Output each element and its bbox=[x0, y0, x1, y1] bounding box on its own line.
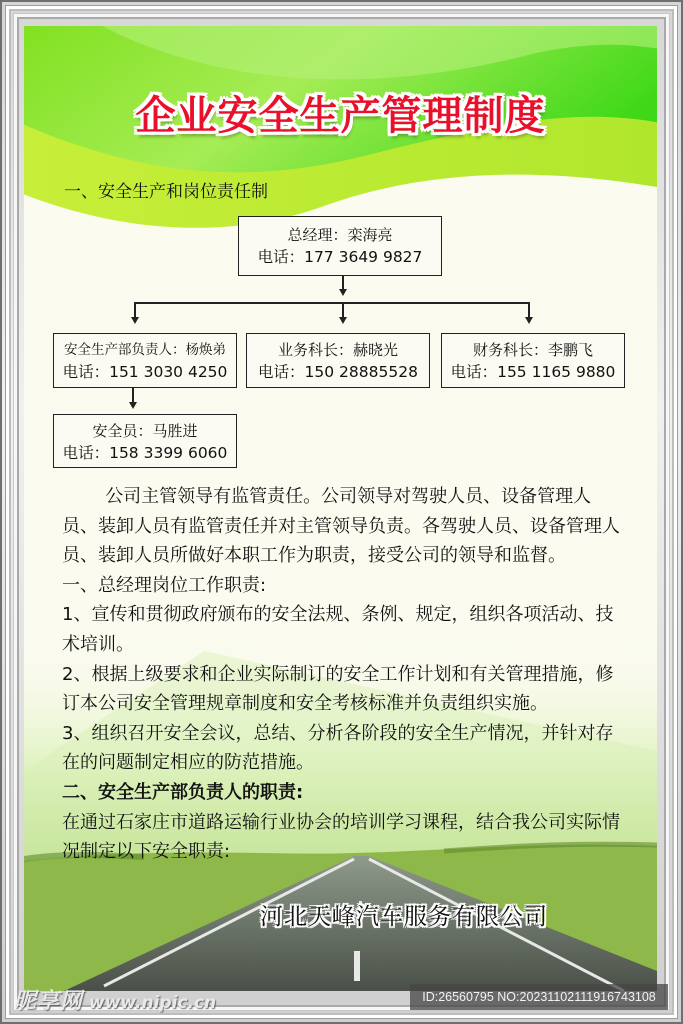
gm-name: 总经理：栾海亮 bbox=[287, 226, 393, 244]
connector-line bbox=[528, 302, 530, 318]
org-box-finance-chief bbox=[441, 333, 625, 388]
safety-head-duties-text: 在通过石家庄市道路运输行业协会的培训学习课程，结合我公司实际情况制定以下安全职责: bbox=[62, 811, 620, 863]
org-box-safety-officer bbox=[53, 414, 237, 468]
business-chief-phone: 电话：150 28885528 bbox=[258, 363, 418, 381]
arrow-down-icon bbox=[129, 402, 137, 409]
gm-duty-item: 1、宣传和贯彻政府颁布的安全法规、条例、规定，组织各项活动、技术培训。 bbox=[62, 604, 614, 655]
poster-panel bbox=[24, 26, 657, 991]
safety-officer-phone: 电话：158 3399 6060 bbox=[62, 444, 228, 462]
org-box-safety-dept-head bbox=[53, 333, 237, 388]
business-chief-name: 业务科长：赫晓光 bbox=[277, 341, 398, 359]
watermark-url: www.nipic.cn bbox=[89, 993, 217, 1013]
safety-head-phone: 电话：151 3030 4250 bbox=[62, 363, 228, 381]
org-box-general-manager bbox=[238, 216, 442, 276]
finance-chief-phone: 电话：155 1165 9880 bbox=[450, 363, 616, 381]
connector-line bbox=[134, 302, 530, 304]
gm-duty-item: 3、组织召开安全会议，总结、分析各阶段的安全生产情况，并针对存在的问题制定相应的防范措施。 bbox=[62, 722, 614, 774]
company-name: 河北天峰汽车服务有限公司 bbox=[260, 904, 548, 930]
arrow-down-icon bbox=[339, 289, 347, 296]
watermark-id: ID:26560795 NO:20231102111916743108 bbox=[410, 984, 668, 1010]
body-text bbox=[62, 482, 622, 867]
safety-officer-name: 安全员：马胜进 bbox=[92, 422, 198, 440]
org-box-business-chief bbox=[246, 333, 430, 388]
gm-phone: 电话：177 3649 9827 bbox=[257, 248, 423, 266]
arrow-down-icon bbox=[131, 317, 139, 324]
safety-head-name: 安全生产部负责人：杨焕弟 bbox=[64, 342, 226, 358]
gm-duty-item: 2、根据上级要求和企业实际制订的安全工作计划和有关管理措施，修订本公司安全管理规章制度和安全考核标准并负责组织实施。 bbox=[62, 663, 614, 715]
arrow-down-icon bbox=[339, 317, 347, 324]
watermark-logo-text: 昵享网 bbox=[14, 989, 84, 1014]
section-heading-responsibility: 一、安全生产和岗位责任制 bbox=[64, 182, 268, 202]
arrow-down-icon bbox=[525, 317, 533, 324]
safety-head-duties-heading: 二、安全生产部负责人的职责: bbox=[62, 781, 304, 803]
connector-line bbox=[134, 302, 136, 318]
finance-chief-name: 财务科长：李鹏飞 bbox=[472, 341, 593, 359]
connector-line bbox=[342, 302, 344, 318]
watermark-logo bbox=[14, 984, 216, 1015]
intro-paragraph: 公司主管领导有监管责任。公司领导对驾驶人员、设备管理人员、装卸人员有监管责任并对主管领导负责。各驾驶人员、设备管理人员、装卸人员所做好本职工作为职责，接受公司的领导和监督。 bbox=[62, 486, 620, 567]
page-title: 企业安全生产管理制度 bbox=[135, 93, 546, 139]
gm-duties-heading: 一、总经理岗位工作职责: bbox=[62, 574, 267, 596]
